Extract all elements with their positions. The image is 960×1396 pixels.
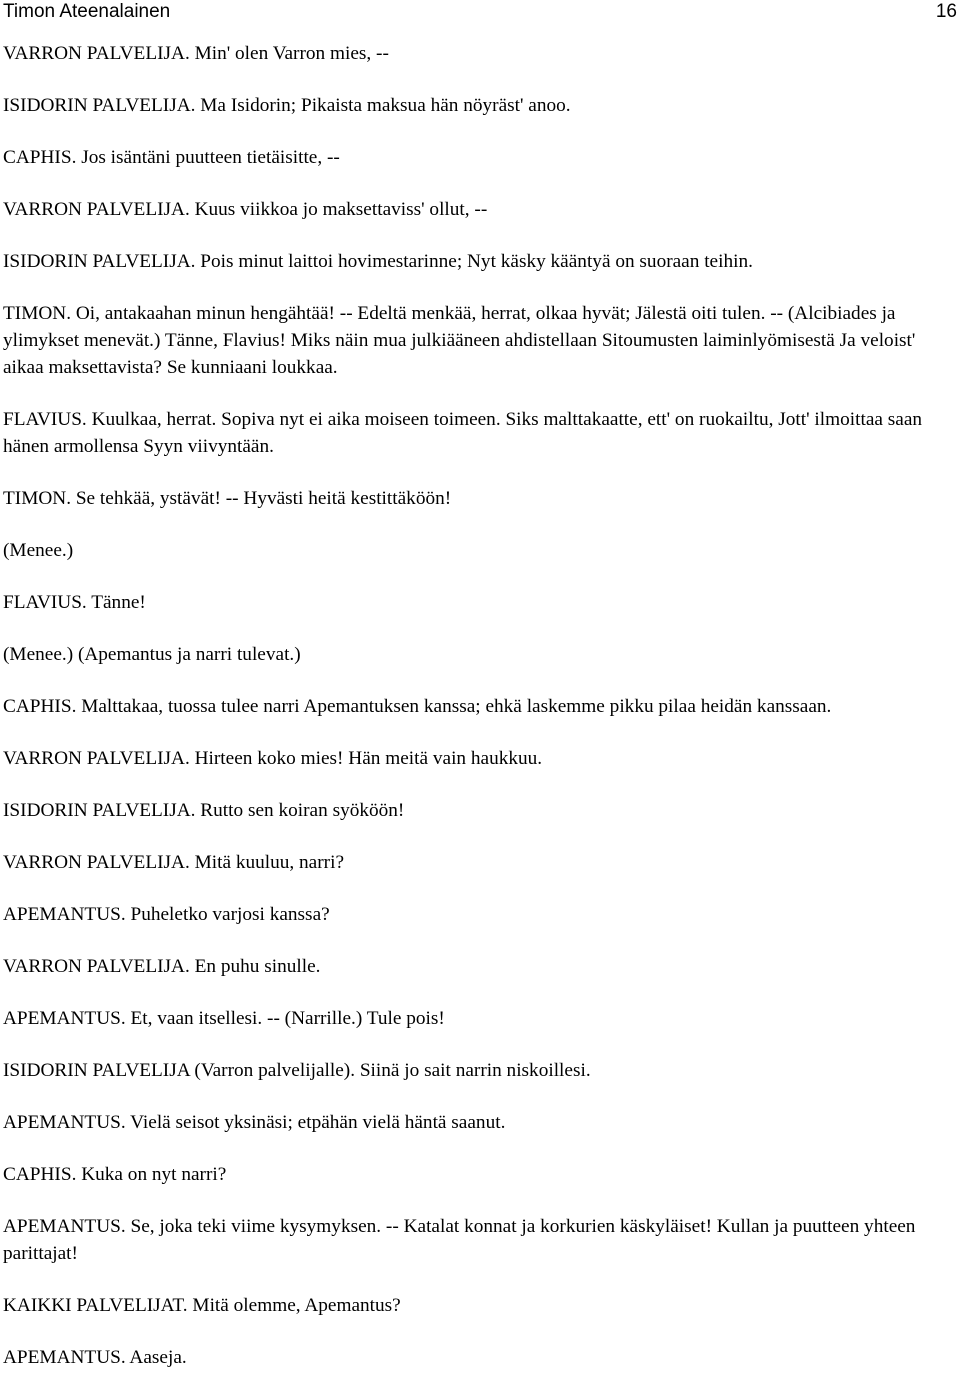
paragraph: CAPHIS. Jos isäntäni puutteen tietäisitte, --: [3, 147, 340, 168]
paragraph: CAPHIS. Kuka on nyt narri?: [3, 1164, 227, 1185]
book-title: Timon Ateenalainen: [3, 1, 171, 22]
paragraph: TIMON. Se tehkää, ystävät! -- Hyvästi heitä kestittäköön!: [3, 488, 452, 509]
paragraph: VARRON PALVELIJA. Kuus viikkoa jo maksettaviss' ollut, --: [3, 199, 488, 220]
paragraph: ISIDORIN PALVELIJA. Rutto sen koiran syököön!: [3, 800, 405, 821]
paragraph: VARRON PALVELIJA. Hirteen koko mies! Hän meitä vain haukkuu.: [3, 748, 543, 769]
paragraph: APEMANTUS. Puheletko varjosi kanssa?: [3, 904, 330, 925]
paragraph: ISIDORIN PALVELIJA (Varron palvelijalle). Siinä jo sait narrin niskoillesi.: [3, 1060, 591, 1081]
paragraph: FLAVIUS. Kuulkaa, herrat. Sopiva nyt ei aika moiseen toimeen. Siks malttakaatte, ett' on ruokailtu, Jott' ilmoittaa saan hänen armollensa Syyn viivyntään.: [3, 409, 923, 457]
paragraph: APEMANTUS. Et, vaan itsellesi. -- (Narrille.) Tule pois!: [3, 1008, 445, 1029]
paragraph: APEMANTUS. Vielä seisot yksinäsi; etpähän vielä häntä saanut.: [3, 1112, 506, 1133]
paragraph: ISIDORIN PALVELIJA. Ma Isidorin; Pikaista maksua hän nöyräst' anoo.: [3, 95, 571, 116]
paragraph: ISIDORIN PALVELIJA. Pois minut laittoi hovimestarinne; Nyt käsky kääntyä on suoraan teihin.: [3, 251, 753, 272]
paragraph: KAIKKI PALVELIJAT. Mitä olemme, Apemantus?: [3, 1295, 401, 1316]
page-header: [0, 0, 960, 26]
paragraph: VARRON PALVELIJA. En puhu sinulle.: [3, 956, 321, 977]
paragraph: VARRON PALVELIJA. Min' olen Varron mies, --: [3, 43, 389, 64]
page-number: 16: [935, 1, 957, 22]
stage-direction: (Menee.): [3, 540, 74, 561]
stage-direction: (Menee.) (Apemantus ja narri tulevat.): [3, 644, 301, 665]
paragraph: APEMANTUS. Se, joka teki viime kysymyksen. -- Katalat konnat ja korkurien käskyläiset! Kullan ja puutteen yhteen parittajat!: [3, 1216, 916, 1264]
paragraph: FLAVIUS. Tänne!: [3, 592, 146, 613]
paragraph: APEMANTUS. Aaseja.: [3, 1347, 187, 1368]
document-body: [3, 40, 953, 1396]
paragraph: CAPHIS. Malttakaa, tuossa tulee narri Apemantuksen kanssa; ehkä laskemme pikku pilaa heidän kanssaan.: [3, 696, 832, 717]
paragraph: TIMON. Oi, antakaahan minun hengähtää! -- Edeltä menkää, herrat, olkaa hyvät; Jälestä oiti tulen. -- (Alcibiades ja ylimykset menevät.) Tänne, Flavius! Miks näin mua julkiääneen ahdistellaan Sitoumusten laiminlyömisestä Ja veloist' aikaa maksettavista? Se kunniaani loukkaa.: [3, 303, 916, 378]
paragraph: VARRON PALVELIJA. Mitä kuuluu, narri?: [3, 852, 344, 873]
